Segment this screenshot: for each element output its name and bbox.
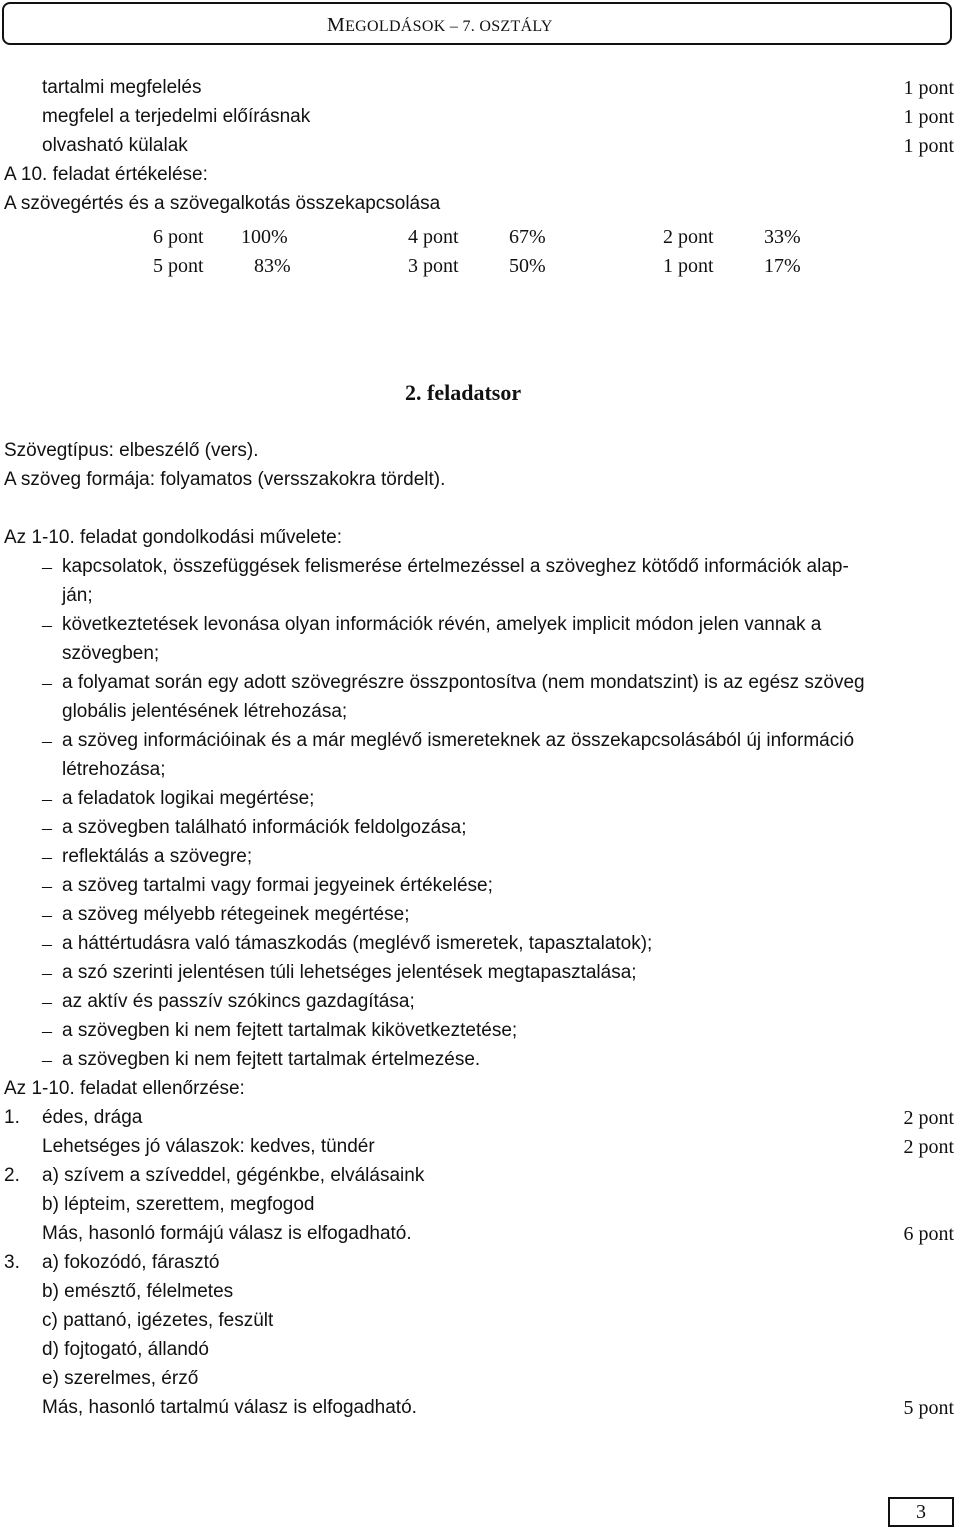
answer-line: e) szerelmes, érző (42, 1368, 199, 1389)
answer-points: 2 pont (903, 1107, 954, 1129)
answer-line: a) szívem a szíveddel, gégénkbe, elválásaink (42, 1165, 425, 1186)
score-cell: 1 pont (663, 255, 714, 277)
page-header-title (327, 14, 553, 37)
score-cell: 33% (764, 226, 801, 248)
list-item: az aktív és passzív szókincs gazdagítása; (62, 991, 415, 1012)
eval-title: A 10. feladat értékelése: (4, 164, 208, 185)
answer-number: 1. (4, 1107, 20, 1128)
list-item-continuation: globális jelentésének létrehozása; (62, 701, 348, 722)
check-heading: Az 1-10. feladat ellenőrzése: (4, 1078, 245, 1099)
list-item: a szöveg mélyebb rétegeinek megértése; (62, 904, 410, 925)
criterion-points: 1 pont (903, 135, 954, 157)
section-title: 2. feladatsor (405, 380, 522, 405)
answer-line: b) lépteim, szerettem, megfogod (42, 1194, 315, 1215)
answer-line: édes, drága (42, 1107, 143, 1128)
list-item: a szöveg információinak és a már meglévő ismereteknek az összekapcsolásából új információ (62, 730, 855, 751)
dash-marker: – (42, 991, 52, 1013)
header-title-rest: EGOLDÁSOK – 7. OSZTÁLY (345, 18, 553, 35)
score-cell: 17% (764, 255, 801, 277)
criterion-label: tartalmi megfelelés (42, 77, 202, 98)
list-item: a szó szerinti jelentésen túli lehetséges jelentések megtapasztalása; (62, 962, 637, 983)
answer-points: 5 pont (903, 1397, 954, 1419)
criterion-points: 1 pont (903, 106, 954, 128)
list-item: a szövegben ki nem fejtett tartalmak értelmezése. (62, 1049, 481, 1070)
answer-number: 2. (4, 1165, 20, 1186)
criterion-points: 1 pont (903, 77, 954, 99)
score-cell: 6 pont (153, 226, 204, 248)
answer-line: Lehetséges jó válaszok: kedves, tündér (42, 1136, 375, 1157)
dash-marker: – (42, 846, 52, 868)
answer-line: b) emésztő, félelmetes (42, 1281, 234, 1302)
score-cell: 3 pont (408, 255, 459, 277)
list-item: kapcsolatok, összefüggések felismerése értelmezéssel a szöveghez kötődő információk alap- (62, 556, 849, 577)
score-cell: 100% (241, 226, 288, 248)
text-type: Szövegtípus: elbeszélő (vers). (4, 440, 259, 461)
list-item: a szövegben ki nem fejtett tartalmak kikövetkeztetése; (62, 1020, 518, 1041)
text-form: A szöveg formája: folyamatos (versszakokra tördelt). (4, 469, 446, 490)
score-cell: 2 pont (663, 226, 714, 248)
list-item-continuation: létrehozása; (62, 759, 166, 780)
dash-marker: – (42, 788, 52, 810)
header-frame (2, 2, 952, 45)
dash-marker: – (42, 1049, 52, 1071)
answer-points: 2 pont (903, 1136, 954, 1158)
list-item-continuation: szövegben; (62, 643, 160, 664)
dash-marker: – (42, 1020, 52, 1042)
operations-heading: Az 1-10. feladat gondolkodási művelete: (4, 527, 342, 548)
dash-marker: – (42, 962, 52, 984)
dash-marker: – (42, 817, 52, 839)
list-item-continuation: ján; (62, 585, 93, 606)
dash-marker: – (42, 875, 52, 897)
answer-line: c) pattanó, igézetes, feszült (42, 1310, 274, 1331)
answer-points: 6 pont (903, 1223, 954, 1245)
criterion-label: olvasható külalak (42, 135, 188, 156)
list-item: a szöveg tartalmi vagy formai jegyeinek értékelése; (62, 875, 493, 896)
list-item: a folyamat során egy adott szövegrészre összpontosítva (nem mondatszint) is az egész szöveg (62, 672, 865, 693)
score-cell: 5 pont (153, 255, 204, 277)
criterion-label: megfelel a terjedelmi előírásnak (42, 106, 311, 127)
list-item: a feladatok logikai megértése; (62, 788, 315, 809)
answer-number: 3. (4, 1252, 20, 1273)
list-item: a szövegben található információk feldolgozása; (62, 817, 467, 838)
dash-marker: – (42, 556, 52, 578)
score-cell: 67% (509, 226, 546, 248)
page-number: 3 (888, 1497, 954, 1527)
eval-subtitle: A szövegértés és a szövegalkotás összekapcsolása (4, 193, 441, 214)
score-cell: 4 pont (408, 226, 459, 248)
list-item: következtetések levonása olyan információk révén, amelyek implicit módon jelen vannak a (62, 614, 822, 635)
list-item: reflektálás a szövegre; (62, 846, 253, 867)
score-cell: 50% (509, 255, 546, 277)
answer-line: d) fojtogató, állandó (42, 1339, 209, 1360)
dash-marker: – (42, 904, 52, 926)
list-item: a háttértudásra való támaszkodás (meglévő ismeretek, tapasztalatok); (62, 933, 653, 954)
answer-line: Más, hasonló formájú válasz is elfogadható. (42, 1223, 412, 1244)
score-cell: 83% (254, 255, 291, 277)
dash-marker: – (42, 730, 52, 752)
answer-line: Más, hasonló tartalmú válasz is elfogadható. (42, 1397, 417, 1418)
dash-marker: – (42, 614, 52, 636)
dash-marker: – (42, 933, 52, 955)
dash-marker: – (42, 672, 52, 694)
header-title-initial: M (327, 14, 346, 36)
answer-line: a) fokozódó, fárasztó (42, 1252, 220, 1273)
